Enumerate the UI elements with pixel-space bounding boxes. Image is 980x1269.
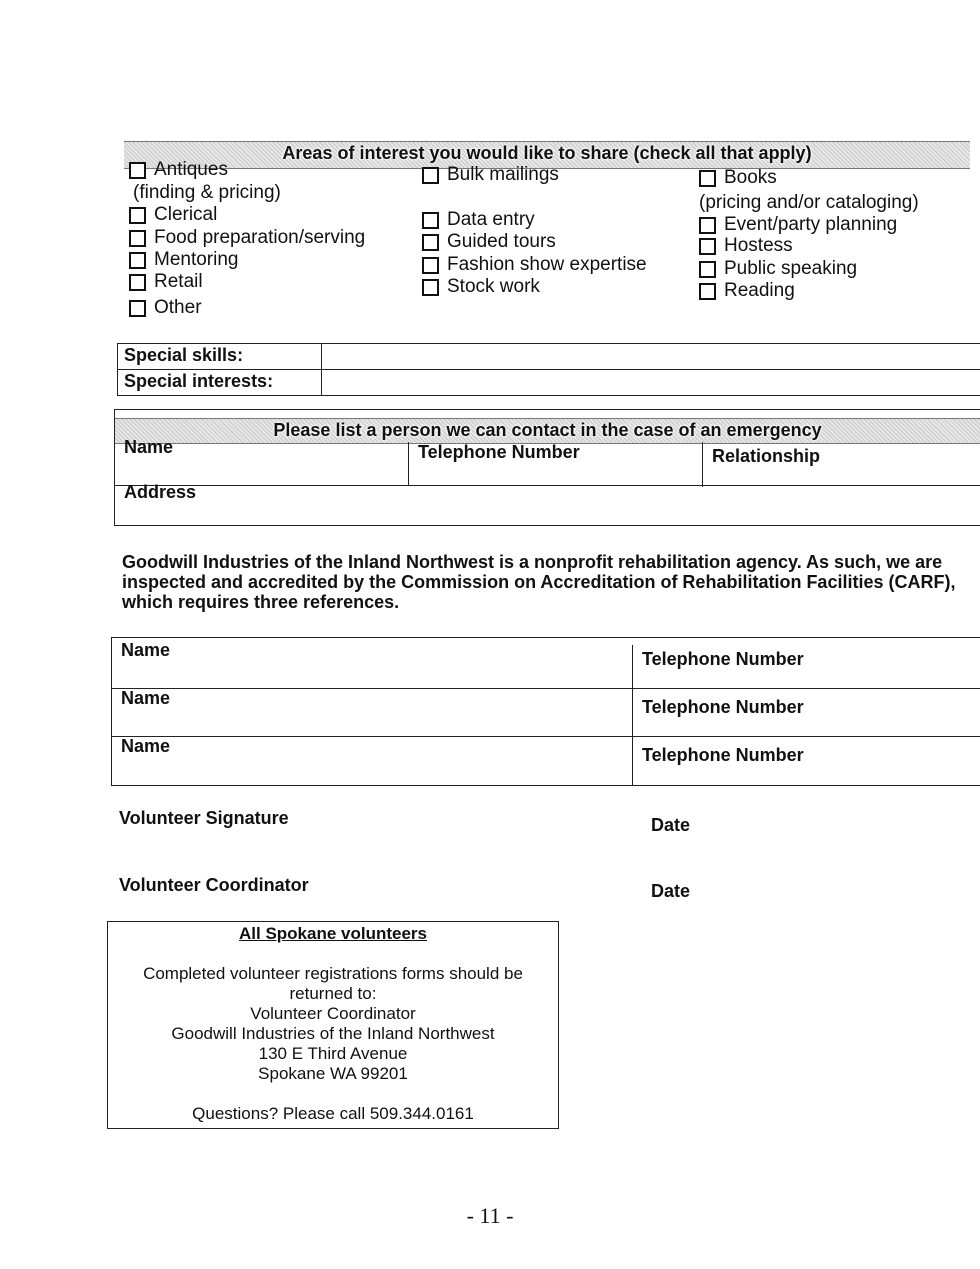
references-row-line-1: [111, 688, 980, 689]
references-row-line-2: [111, 736, 980, 737]
checkbox-label: Retail: [154, 271, 203, 292]
checkbox-stock-work[interactable]: [422, 276, 540, 298]
special-skills-label: Special skills:: [124, 345, 244, 365]
reference-1-telephone-field[interactable]: [634, 671, 980, 687]
emergency-relationship-label: Relationship: [712, 446, 821, 466]
checkbox-bulk-mailings[interactable]: [422, 164, 559, 186]
emergency-telephone-label: Telephone Number: [418, 442, 580, 462]
checkbox-label: Guided tours: [447, 231, 556, 252]
checkbox-label: Clerical: [154, 204, 218, 225]
info-line-6: Spokane WA 99201: [258, 1064, 408, 1083]
reference-2-name-label: Name: [121, 688, 171, 708]
emergency-relationship-field[interactable]: [704, 468, 980, 485]
info-line-4: Goodwill Industries of the Inland Northwest: [171, 1024, 495, 1043]
info-line-5: 130 E Third Avenue: [258, 1044, 408, 1063]
checkbox-box[interactable]: [422, 279, 439, 296]
info-line-2: returned to:: [289, 984, 377, 1003]
skills-table-left-line: [117, 343, 118, 396]
checkbox-retail[interactable]: [129, 271, 203, 293]
checkbox-label: Event/party planning: [724, 214, 898, 235]
skills-table-bottom-line: [117, 395, 980, 396]
checkbox-antiques[interactable]: [129, 159, 228, 181]
info-title: All Spokane volunteers: [239, 924, 427, 943]
volunteer-coordinator-field[interactable]: [330, 873, 630, 899]
page-number: - 11 -: [466, 1203, 514, 1228]
checkbox-data-entry[interactable]: [422, 209, 535, 231]
references-paragraph: Goodwill Industries of the Inland Northwest is a nonprofit rehabilitation agency. As such, we are inspected and accredited by the Commission on Accreditation of Rehabilitation Facilities (CARF), which requires three references.: [122, 552, 956, 612]
reference-1-name-field[interactable]: [113, 662, 630, 687]
emergency-name-field[interactable]: [116, 460, 406, 484]
checkbox-mentoring[interactable]: [129, 249, 239, 271]
signature-date-field[interactable]: [700, 812, 960, 838]
checkbox-box[interactable]: [699, 170, 716, 187]
coordinator-date-field[interactable]: [700, 879, 960, 905]
references-table-top-line: [111, 637, 980, 638]
checkbox-clerical[interactable]: [129, 204, 217, 226]
reference-2-telephone-field[interactable]: [634, 719, 980, 735]
checkbox-label: Data entry: [447, 209, 535, 230]
checkbox-box[interactable]: [699, 261, 716, 278]
reference-3-name-label: Name: [121, 736, 171, 756]
emergency-name-label: Name: [124, 437, 174, 457]
emergency-table-bottom-line: [114, 525, 980, 526]
reference-2-telephone-label: Telephone Number: [642, 697, 804, 717]
emergency-table-left-line: [114, 409, 115, 526]
references-table-divider: [632, 645, 633, 786]
checkbox-fashion-show[interactable]: [422, 254, 647, 276]
checkbox-label: Hostess: [724, 235, 793, 256]
emergency-row-line: [114, 485, 980, 486]
checkbox-box[interactable]: [699, 238, 716, 255]
checkbox-label: Books: [724, 167, 777, 188]
checkbox-label: Mentoring: [154, 249, 239, 270]
checkbox-label: Bulk mailings: [447, 164, 559, 185]
special-interests-label: Special interests:: [124, 371, 274, 391]
info-questions: Questions? Please call 509.344.0161: [192, 1104, 474, 1123]
checkbox-label: Fashion show expertise: [447, 254, 647, 275]
reference-2-name-field[interactable]: [113, 710, 630, 735]
emergency-divider-1: [408, 442, 409, 485]
special-interests-field[interactable]: [322, 370, 980, 395]
emergency-address-field[interactable]: [116, 505, 980, 524]
antiques-note: (finding & pricing): [133, 182, 281, 203]
reference-1-telephone-label: Telephone Number: [642, 649, 804, 669]
special-skills-field[interactable]: [322, 344, 980, 369]
checkbox-guided-tours[interactable]: [422, 231, 556, 253]
checkbox-box[interactable]: [422, 212, 439, 229]
checkbox-box[interactable]: [129, 230, 146, 247]
emergency-divider-2: [702, 442, 703, 487]
checkbox-box[interactable]: [129, 300, 146, 317]
emergency-telephone-field[interactable]: [410, 464, 700, 484]
reference-3-telephone-label: Telephone Number: [642, 745, 804, 765]
checkbox-books[interactable]: [699, 167, 777, 189]
checkbox-reading[interactable]: [699, 280, 795, 302]
volunteer-signature-label: Volunteer Signature: [119, 808, 289, 828]
checkbox-box[interactable]: [129, 207, 146, 224]
emergency-title: Please list a person we can contact in the case of an emergency: [273, 420, 822, 440]
checkbox-label: Public speaking: [724, 258, 858, 279]
reference-3-telephone-field[interactable]: [634, 767, 980, 784]
checkbox-box[interactable]: [699, 283, 716, 300]
checkbox-box[interactable]: [422, 257, 439, 274]
checkbox-box[interactable]: [129, 162, 146, 179]
coordinator-date-label: Date: [651, 881, 691, 901]
reference-1-name-label: Name: [121, 640, 171, 660]
checkbox-box[interactable]: [699, 217, 716, 234]
checkbox-label: Other: [154, 297, 202, 318]
checkbox-food-preparation[interactable]: [129, 227, 365, 249]
signature-date-label: Date: [651, 815, 691, 835]
volunteer-signature-field[interactable]: [310, 806, 630, 832]
references-table-left-line: [111, 637, 112, 786]
references-table-bottom-line: [111, 785, 980, 786]
volunteer-coordinator-label: Volunteer Coordinator: [119, 875, 309, 895]
checkbox-other[interactable]: [129, 297, 202, 319]
checkbox-label: Food preparation/serving: [154, 227, 366, 248]
checkbox-hostess[interactable]: [699, 235, 793, 257]
checkbox-box[interactable]: [129, 252, 146, 269]
info-line-3: Volunteer Coordinator: [250, 1004, 416, 1023]
checkbox-public-speaking[interactable]: [699, 258, 857, 280]
checkbox-label: Reading: [724, 280, 795, 301]
emergency-header-bar: [115, 418, 980, 444]
checkbox-label: Stock work: [447, 276, 540, 297]
checkbox-box[interactable]: [422, 167, 439, 184]
books-note: (pricing and/or cataloging): [699, 192, 919, 213]
emergency-address-label: Address: [124, 482, 197, 502]
info-box: [107, 921, 559, 1129]
reference-3-name-field[interactable]: [113, 758, 630, 784]
emergency-table-top-line: [114, 409, 980, 410]
checkbox-event-planning[interactable]: [699, 214, 897, 236]
interests-title: Areas of interest you would like to share (check all that apply): [282, 143, 812, 163]
checkbox-label: Antiques: [154, 159, 228, 180]
checkbox-box[interactable]: [129, 274, 146, 291]
checkbox-box[interactable]: [422, 234, 439, 251]
info-line-1: Completed volunteer registrations forms should be: [143, 964, 523, 983]
